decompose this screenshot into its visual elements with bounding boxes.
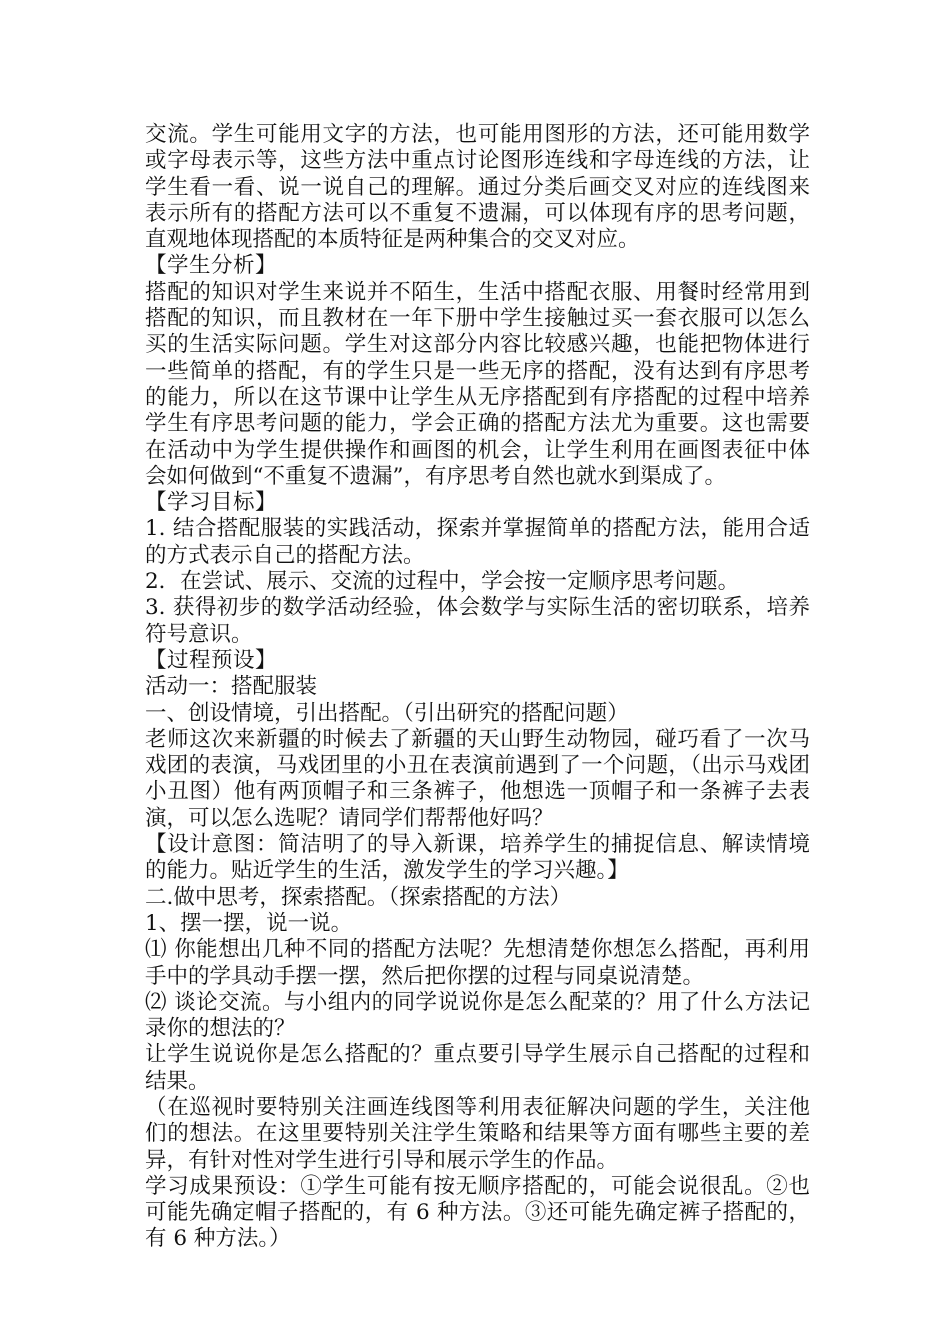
paragraph-item-1: ⑴ 你能想出几种不同的搭配方法呢？先想清楚你想怎么搭配，再利用手中的学具动手摆一摆，然后把你摆的过程与同桌说清楚。 [145,937,810,989]
paragraph-observation-note: （在巡视时要特别关注画连线图等利用表征解决问题的学生，关注他们的想法。在这里要特别关注学生策略和结果等方面有哪些主要的差异，有针对性对学生进行引导和展示学生的作品。 [145,1094,810,1173]
heading-learning-goals: 【学习目标】 [145,490,278,516]
paragraph-student-explain: 让学生说说你是怎么搭配的？重点要引导学生展示自己搭配的过程和结果。 [145,1042,810,1094]
heading-process-plan: 【过程预设】 [145,647,278,673]
paragraph-step-one-title: 一、创设情境，引出搭配。（引出研究的搭配问题） [145,700,629,726]
paragraph-goal-3: 3. 获得初步的数学活动经验，体会数学与实际生活的密切联系，培养符号意识。 [145,595,810,647]
paragraph-step-one-story: 老师这次来新疆的时候去了新疆的天山野生动物园，碰巧看了一次马戏团的表演，马戏团里的小丑在表演前遇到了一个问题，（出示马戏团小丑图）他有两顶帽子和三条裤子，他想选一顶帽子和一条裤子去表演，可以怎么选呢？请同学们帮帮他好吗？ [145,726,810,831]
paragraph-expected-results: 学习成果预设：①学生可能有按无顺序搭配的，可能会说很乱。②也可能先确定帽子搭配的，有 6 种方法。③还可能先确定裤子搭配的，有 6 种方法。） [145,1173,810,1252]
paragraph-item-2: ⑵ 谈论交流。与小组内的同学说说你是怎么配菜的？用了什么方法记录你的想法的？ [145,989,810,1042]
paragraph-goal-1: 1. 结合搭配服装的实践活动，探索并掌握简单的搭配方法，能用合适的方式表示自己的搭配方法。 [145,516,810,568]
document-body [145,122,810,1253]
paragraph-activity-one: 活动一：搭配服装 [145,674,318,700]
heading-student-analysis: 【学生分析】 [145,253,278,279]
paragraph-intro-exchange: 交流。学生可能用文字的方法，也可能用图形的方法，还可能用数学或字母表示等，这些方法中重点讨论图形连线和字母连线的方法，让学生看一看、说一说自己的理解。通过分类后画交叉对应的连线图来表示所有的搭配方法可以不重复不遗漏，可以体现有序的思考问题，直观地体现搭配的本质特征是两种集合的交叉对应。 [145,122,810,253]
paragraph-design-intent: 【设计意图：简洁明了的导入新课，培养学生的捕捉信息、解读情境的能力。贴近学生的生活，激发学生的学习兴趣。】 [145,832,810,884]
paragraph-goal-2: 2．在尝试、展示、交流的过程中，学会按一定顺序思考问题。 [145,569,740,595]
paragraph-student-analysis: 搭配的知识对学生来说并不陌生，生活中搭配衣服、用餐时经常用到搭配的知识，而且教材在一年下册中学生接触过买一套衣服可以怎么买的生活实际问题。学生对这部分内容比较感兴趣，也能把物体进行一些简单的搭配，有的学生只是一些无序的搭配，没有达到有序思考的能力，所以在这节课中让学生从无序搭配到有序搭配的过程中培养学生有序思考问题的能力，学会正确的搭配方法尤为重要。这也需要在活动中为学生提供操作和画图的机会，让学生利用在画图表征中体会如何做到“不重复不遗漏”，有序思考自然也就水到渠成了。 [145,279,810,489]
paragraph-substep-one: 1、摆一摆，说一说。 [145,910,353,936]
paragraph-step-two-title: 二.做中思考，探索搭配。（探索搭配的方法） [145,884,572,910]
